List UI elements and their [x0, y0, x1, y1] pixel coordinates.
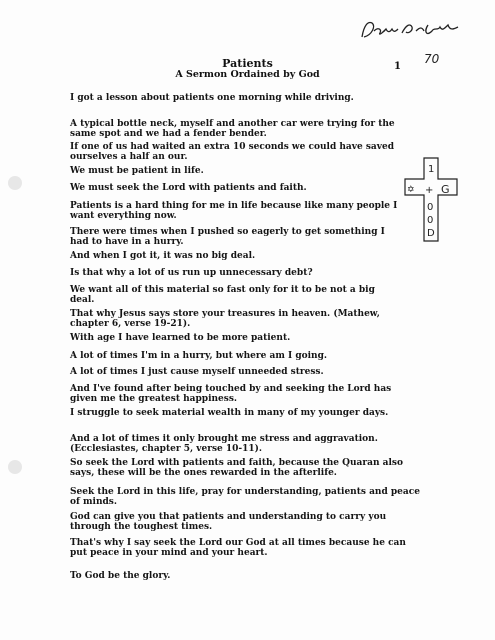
- binder-hole: [8, 460, 22, 474]
- cross-text-1: 1: [428, 164, 435, 175]
- paragraph: I struggle to seek material wealth in many of my younger days.: [70, 408, 389, 418]
- paragraph: To God be the glory.: [70, 571, 171, 581]
- paragraph: And when I got it, it was no big deal.: [70, 251, 256, 261]
- binder-hole: [8, 176, 22, 190]
- paragraph: And I've found after being touched by and seeking the Lord has given me the greatest happiness.: [70, 384, 392, 404]
- cross-text-o1: 0: [427, 202, 434, 213]
- paragraph: Is that why a lot of us run up unnecessary debt?: [70, 268, 313, 278]
- page-subtitle: A Sermon Ordained by God: [175, 69, 320, 80]
- paragraph: A lot of times I just cause myself unneeded stress.: [70, 367, 324, 377]
- cross-text-d: D: [427, 228, 435, 239]
- paragraph: Seek the Lord in this life, pray for understanding, patients and peace of minds.: [70, 487, 420, 507]
- paragraph: I got a lesson about patients one morning while driving.: [70, 93, 354, 103]
- paragraph: A lot of times I'm in a hurry, but where am I going.: [70, 351, 328, 361]
- paragraph: We must seek the Lord with patients and faith.: [70, 183, 307, 193]
- signature: [358, 17, 468, 43]
- cross-text-plus: +: [425, 185, 434, 196]
- paragraph: We must be patient in life.: [70, 166, 204, 176]
- cross-star-mark: ✡: [407, 185, 415, 195]
- cross-drawing: [402, 155, 460, 245]
- paragraph: There were times when I pushed so eagerly to get something I had to have in a hurry.: [70, 227, 385, 247]
- paragraph: We want all of this material so fast only for it to be not a big deal.: [70, 285, 375, 305]
- paragraph: So seek the Lord with patients and faith, because the Quaran also says, these will be the ones rewarded in the afterlife.: [70, 458, 403, 478]
- paragraph: That why Jesus says store your treasures in heaven. (Mathew, chapter 6, verse 19-21).: [70, 309, 380, 329]
- cross-text-o2: 0: [427, 215, 434, 226]
- page-title: Patients: [222, 57, 273, 70]
- paragraph: Patients is a hard thing for me in life because like many people I want everything now.: [70, 201, 398, 221]
- handwritten-page-number: 70: [424, 52, 440, 66]
- paragraph: If one of us had waited an extra 10 seconds we could have saved ourselves a half an our.: [70, 142, 395, 162]
- paragraph: A typical bottle neck, myself and another car were trying for the same spot and we had a fender bender.: [70, 119, 395, 139]
- paragraph: That's why I say seek the Lord our God at all times because he can put peace in your mind and your heart.: [70, 538, 406, 558]
- cross-text-g: G: [441, 183, 450, 196]
- paragraph: With age I have learned to be more patient.: [70, 333, 291, 343]
- page-number: 1: [394, 61, 401, 72]
- paragraph: And a lot of times it only brought me stress and aggravation. (Ecclesiastes, chapter 5, verse 10-11).: [70, 434, 378, 454]
- paragraph: God can give you that patients and understanding to carry you through the toughest times.: [70, 512, 387, 532]
